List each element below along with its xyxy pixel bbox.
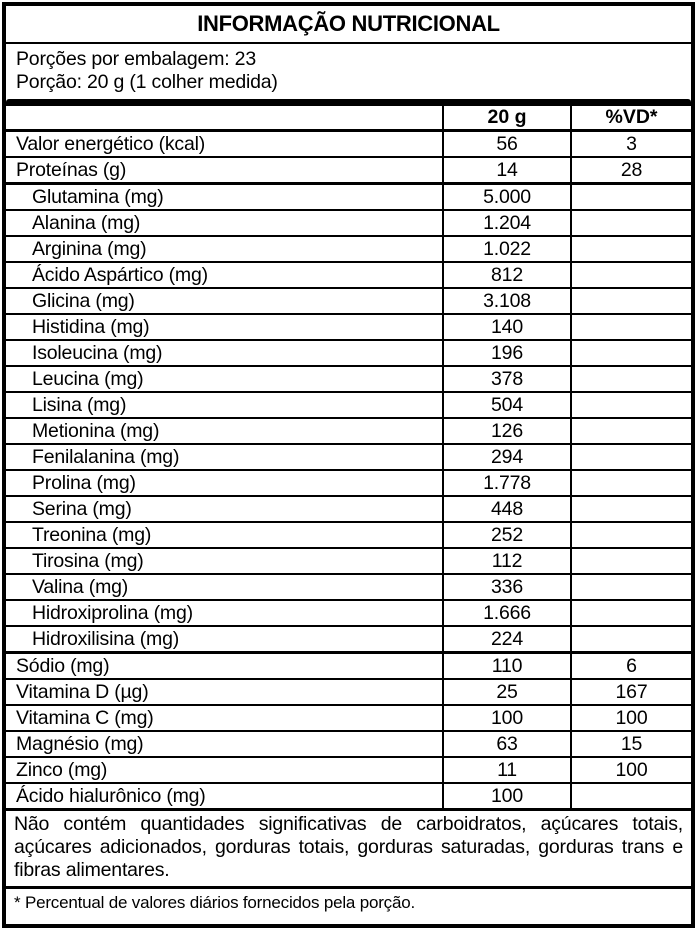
nutrient-amount: 504 xyxy=(443,392,571,418)
nutrient-label: Serina (mg) xyxy=(6,496,443,522)
nutrient-label: Metionina (mg) xyxy=(6,418,443,444)
table-row xyxy=(6,496,691,522)
title-section xyxy=(6,6,691,44)
nutrient-label: Ácido Aspártico (mg) xyxy=(6,262,443,288)
nutrition-table xyxy=(6,106,691,811)
table-row xyxy=(6,366,691,392)
table-row xyxy=(6,236,691,262)
nutrient-amount: 252 xyxy=(443,522,571,548)
nutrition-title: INFORMAÇÃO NUTRICIONAL xyxy=(197,11,500,36)
nutrient-dv xyxy=(571,262,691,288)
nutrient-label: Fenilalanina (mg) xyxy=(6,444,443,470)
nutrient-dv xyxy=(571,288,691,314)
nutrient-dv xyxy=(571,548,691,574)
nutrient-label: Valina (mg) xyxy=(6,574,443,600)
table-row xyxy=(6,731,691,757)
nutrient-amount: 1.666 xyxy=(443,600,571,626)
nutrient-amount: 126 xyxy=(443,418,571,444)
nutrient-label: Hidroxilisina (mg) xyxy=(6,626,443,653)
nutrient-dv: 100 xyxy=(571,757,691,783)
nutrient-amount: 3.108 xyxy=(443,288,571,314)
nutrient-amount: 1.022 xyxy=(443,236,571,262)
table-row xyxy=(6,340,691,366)
nutrient-dv: 167 xyxy=(571,679,691,705)
nutrient-label: Vitamina D (µg) xyxy=(6,679,443,705)
nutrient-dv: 6 xyxy=(571,653,691,680)
table-row xyxy=(6,470,691,496)
column-header-dv: %VD* xyxy=(571,106,691,131)
nutrient-amount: 336 xyxy=(443,574,571,600)
nutrient-label: Histidina (mg) xyxy=(6,314,443,340)
nutrient-amount: 112 xyxy=(443,548,571,574)
nutrient-dv xyxy=(571,444,691,470)
nutrient-label: Glicina (mg) xyxy=(6,288,443,314)
nutrient-amount: 63 xyxy=(443,731,571,757)
nutrient-label: Proteínas (g) xyxy=(6,157,443,184)
nutrient-label: Tirosina (mg) xyxy=(6,548,443,574)
nutrient-dv xyxy=(571,418,691,444)
table-row xyxy=(6,157,691,184)
table-row xyxy=(6,600,691,626)
nutrient-dv xyxy=(571,783,691,810)
no-significant-amounts-note: Não contém quantidades significativas de carboidratos, açúcares totais, açúcares adicionados, gorduras totais, gorduras saturadas, gorduras trans e fibras alimentares. xyxy=(6,811,691,889)
nutrient-dv xyxy=(571,236,691,262)
nutrient-label: Treonina (mg) xyxy=(6,522,443,548)
nutrient-amount: 56 xyxy=(443,131,571,158)
nutrient-amount: 5.000 xyxy=(443,184,571,211)
nutrient-label: Zinco (mg) xyxy=(6,757,443,783)
serving-section xyxy=(6,44,691,99)
nutrient-amount: 1.204 xyxy=(443,210,571,236)
table-row xyxy=(6,131,691,158)
nutrient-dv xyxy=(571,366,691,392)
servings-per-package: Porções por embalagem: 23 xyxy=(16,48,256,70)
nutrition-label-border xyxy=(2,2,695,928)
nutrient-dv xyxy=(571,574,691,600)
table-row xyxy=(6,314,691,340)
nutrient-amount: 812 xyxy=(443,262,571,288)
table-row xyxy=(6,184,691,211)
nutrient-label: Lisina (mg) xyxy=(6,392,443,418)
nutrient-amount: 1.778 xyxy=(443,470,571,496)
nutrient-amount: 110 xyxy=(443,653,571,680)
nutrient-amount: 196 xyxy=(443,340,571,366)
nutrient-label: Sódio (mg) xyxy=(6,653,443,680)
table-row xyxy=(6,679,691,705)
column-header-amount: 20 g xyxy=(443,106,571,131)
nutrient-dv: 15 xyxy=(571,731,691,757)
nutrient-amount: 140 xyxy=(443,314,571,340)
table-row xyxy=(6,418,691,444)
table-row xyxy=(6,288,691,314)
nutrient-dv xyxy=(571,340,691,366)
nutrient-dv: 28 xyxy=(571,157,691,184)
table-row xyxy=(6,444,691,470)
table-row xyxy=(6,757,691,783)
serving-size: Porção: 20 g (1 colher medida) xyxy=(16,71,278,93)
nutrient-label: Valor energético (kcal) xyxy=(6,131,443,158)
table-row xyxy=(6,626,691,653)
nutrient-dv xyxy=(571,522,691,548)
nutrient-label: Arginina (mg) xyxy=(6,236,443,262)
nutrient-dv xyxy=(571,470,691,496)
nutrient-dv xyxy=(571,184,691,211)
table-row xyxy=(6,210,691,236)
nutrient-label: Prolina (mg) xyxy=(6,470,443,496)
nutrient-amount: 11 xyxy=(443,757,571,783)
nutrient-amount: 100 xyxy=(443,783,571,810)
nutrient-dv xyxy=(571,314,691,340)
nutrient-label: Isoleucina (mg) xyxy=(6,340,443,366)
nutrient-dv xyxy=(571,210,691,236)
table-row xyxy=(6,522,691,548)
nutrient-label: Leucina (mg) xyxy=(6,366,443,392)
table-row xyxy=(6,392,691,418)
nutrient-amount: 25 xyxy=(443,679,571,705)
nutrient-amount: 100 xyxy=(443,705,571,731)
nutrient-label: Alanina (mg) xyxy=(6,210,443,236)
nutrient-label: Ácido hialurônico (mg) xyxy=(6,783,443,810)
nutrient-dv xyxy=(571,626,691,653)
divider-bar xyxy=(6,99,691,106)
table-row xyxy=(6,574,691,600)
column-header-blank xyxy=(6,106,443,131)
nutrient-label: Vitamina C (mg) xyxy=(6,705,443,731)
table-row xyxy=(6,548,691,574)
nutrient-dv: 3 xyxy=(571,131,691,158)
nutrient-amount: 14 xyxy=(443,157,571,184)
table-row xyxy=(6,705,691,731)
table-row xyxy=(6,783,691,810)
nutrient-amount: 224 xyxy=(443,626,571,653)
nutrient-dv: 100 xyxy=(571,705,691,731)
nutrient-amount: 448 xyxy=(443,496,571,522)
nutrient-amount: 294 xyxy=(443,444,571,470)
nutrient-dv xyxy=(571,600,691,626)
nutrient-dv xyxy=(571,496,691,522)
daily-value-footnote: * Percentual de valores diários fornecidos pela porção. xyxy=(14,893,416,912)
nutrition-table-body xyxy=(6,131,691,810)
nutrient-label: Magnésio (mg) xyxy=(6,731,443,757)
nutrient-label: Hidroxiprolina (mg) xyxy=(6,600,443,626)
nutrient-dv xyxy=(571,392,691,418)
nutrient-label: Glutamina (mg) xyxy=(6,184,443,211)
table-header-row xyxy=(6,106,691,131)
nutrient-amount: 378 xyxy=(443,366,571,392)
table-row xyxy=(6,653,691,680)
table-row xyxy=(6,262,691,288)
